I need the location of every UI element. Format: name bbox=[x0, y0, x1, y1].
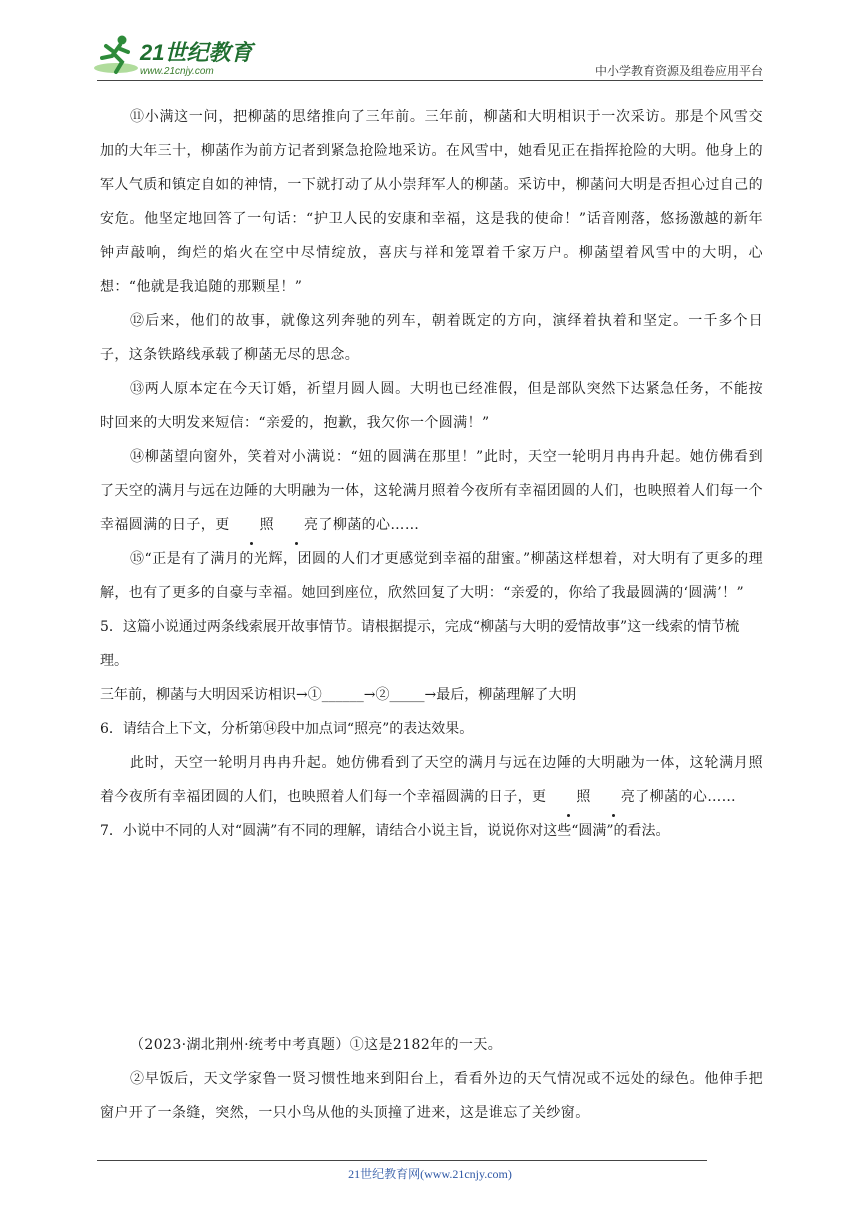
runner-logo-icon bbox=[92, 32, 262, 80]
footer-divider bbox=[97, 1160, 707, 1161]
answer-space bbox=[100, 848, 763, 1028]
passage-2-paragraph-2: ②早饭后，天文学家鲁一贤习惯性地来到阳台上，看看外边的天气情况或不远处的绿色。他伸手把窗户开了一条缝，突然，一只小鸟从他的头顶撞了进来，这是谁忘了关纱窗。 bbox=[100, 1071, 763, 1121]
passage-2-paragraph-1: （2023·湖北荆州·统考中考真题）①这是2182年的一天。 bbox=[130, 1037, 503, 1053]
logo-subtext: www.21cnjy.com bbox=[140, 66, 214, 77]
page-header bbox=[0, 0, 860, 90]
logo-text: 21世纪教育 bbox=[140, 40, 253, 65]
question-6-quote bbox=[100, 746, 763, 814]
emphasis-char-zhao-2: 照 bbox=[546, 780, 590, 814]
platform-title: 中小学教育资源及组卷应用平台 bbox=[594, 64, 763, 78]
question-6-quote-a: 此时，天空一轮明月冉冉升起。她仿佛看到了天空的满月与远在边陲的大明融为一体，这轮满月照着今夜所有幸福团圆的人们，也映照着人们每一个幸福圆满的日子，更 bbox=[100, 755, 763, 805]
emphasis-char-liang: 亮 bbox=[274, 508, 318, 542]
paragraph-14-text-a: ⑭柳菡望向窗外，笑着对小满说：“妞的圆满在那里！”此时，天空一轮明月冉冉升起。她仿佛看到了天空的满月与远在边陲的大明融为一体，这轮满月照着今夜所有幸福团圆的人们，也映照着人们每一个幸福圆满的日子，更 bbox=[100, 449, 763, 533]
emphasis-char-liang-2: 亮 bbox=[591, 780, 635, 814]
question-6: 6．请结合上下文，分析第⑭段中加点词“照亮”的表达效果。 bbox=[100, 721, 474, 737]
paragraph-13: ⑬两人原本定在今天订婚，祈望月圆人圆。大明也已经准假，但是部队突然下达紧急任务，不能按时回来的大明发来短信：“亲爱的，抱歉，我欠你一个圆满！” bbox=[100, 381, 763, 431]
paragraph-14-text-b: 了柳菡的心…… bbox=[318, 517, 420, 533]
footer-text: 21世纪教育网(www.21cnjy.com) bbox=[348, 1167, 512, 1181]
paragraph-12: ⑫后来，他们的故事，就像这列奔驰的列车，朝着既定的方向，演绎着执着和坚定。一千多个日子，这条铁路线承载了柳菡无尽的思念。 bbox=[100, 313, 763, 363]
question-5-flow: 三年前，柳菡与大明因采访相识→①______→②_____→最后，柳菡理解了大明 bbox=[100, 687, 577, 703]
question-6-quote-b: 了柳菡的心…… bbox=[635, 789, 737, 805]
document-body bbox=[100, 100, 763, 1130]
paragraph-15: ⑮“正是有了满月的光辉，团圆的人们才更感觉到幸福的甜蜜。”柳菡这样想着，对大明有了更多的理解，也有了更多的自豪与幸福。她回到座位，欣然回复了大明：“亲爱的，你给了我最圆满的‘圆满’！” bbox=[100, 551, 763, 601]
paragraph-14 bbox=[100, 440, 763, 542]
emphasis-char-zhao: 照 bbox=[230, 508, 274, 542]
paragraph-11: ⑪小满这一问，把柳菡的思绪推向了三年前。三年前，柳菡和大明相识于一次采访。那是个风雪交加的大年三十，柳菡作为前方记者到紧急抢险地采访。在风雪中，她看见正在指挥抢险的大明。他身上的军人气质和镇定自如的神情，一下就打动了从小崇拜军人的柳菡。采访中，柳菡问大明是否担心过自己的安危。他坚定地回答了一句话：“护卫人民的安康和幸福，这是我的使命！”话音刚落，悠扬激越的新年钟声敲响，绚烂的焰火在空中尽情绽放，喜庆与祥和笼罩着千家万户。柳菡望着风雪中的大明，心想：“他就是我追随的那颗星！” bbox=[100, 109, 763, 295]
question-5: 5．这篇小说通过两条线索展开故事情节。请根据提示，完成“柳菡与大明的爱情故事”这一线索的情节梳理。 bbox=[100, 619, 740, 669]
question-7: 7．小说中不同的人对“圆满”有不同的理解，请结合小说主旨，说说你对这些“圆满”的看法。 bbox=[100, 823, 670, 839]
site-logo[interactable] bbox=[92, 32, 262, 80]
header-divider bbox=[97, 80, 763, 81]
